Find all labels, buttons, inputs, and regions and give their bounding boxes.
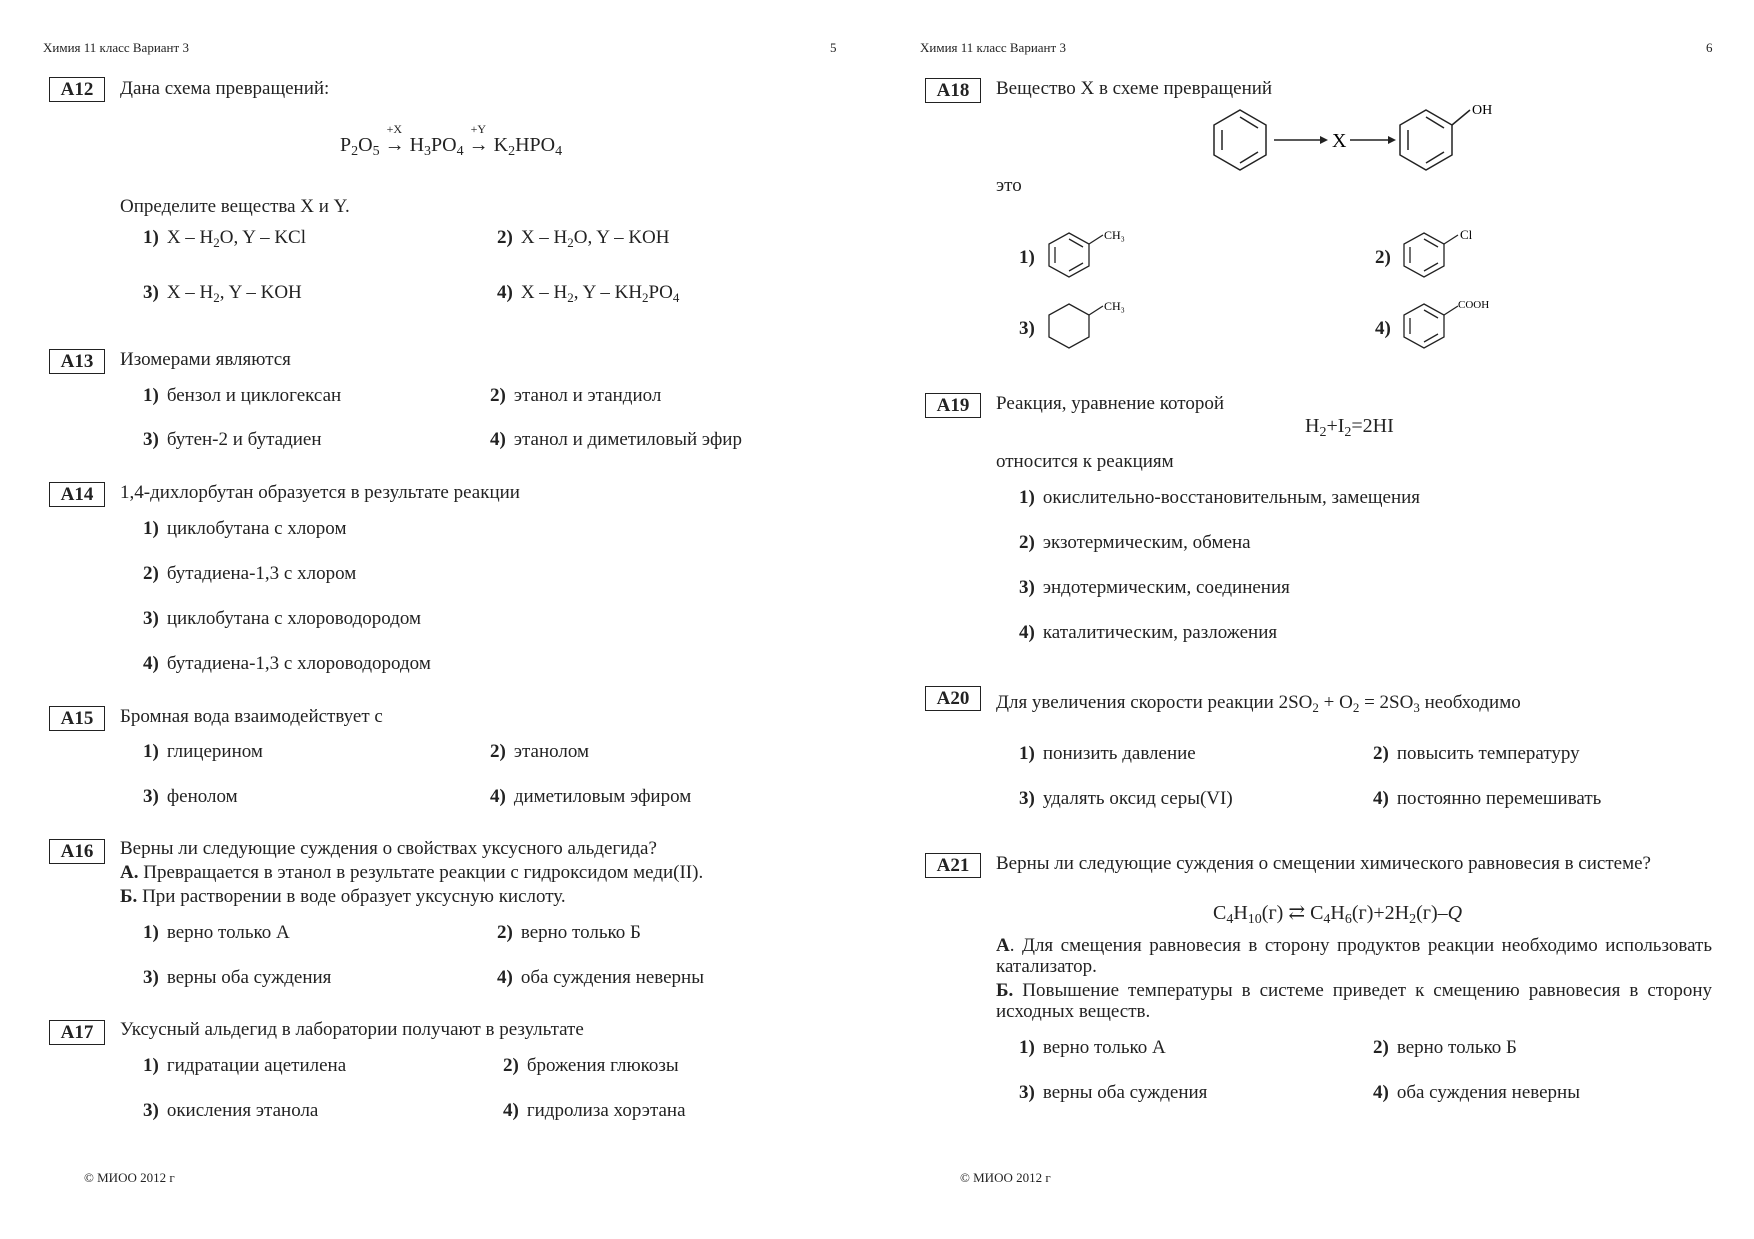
a21-equation: $C_4H_{10}(г)$ ⇄ $C_4H_6(г)+2H_2(г)-Q$: [1213, 902, 1463, 927]
task-label-a19: А19: [925, 393, 981, 418]
a14-option-1[interactable]: 1) циклобутана с хлором: [143, 518, 347, 539]
phenol-ring-icon: [1400, 110, 1470, 170]
a15-question: Бромная вода взаимодействует с: [120, 706, 383, 727]
a21-option-2[interactable]: 2) верно только Б: [1373, 1037, 1517, 1058]
a21-option-1[interactable]: 1) верно только А: [1019, 1037, 1166, 1058]
a18-question: Вещество X в схеме превращений: [996, 78, 1273, 99]
a12-scheme: $P_2O_5$ → +X $H_3PO_4$ → +Y $K_2HPO_4$: [340, 122, 563, 159]
a19-option-3[interactable]: 3) эндотермическим, соединения: [1019, 577, 1290, 598]
a12-prompt: Определите вещества X и Y.: [120, 196, 350, 217]
toluene-structure-icon: [1045, 225, 1135, 285]
task-label-a20: А20: [925, 686, 981, 711]
methylcyclohexane-structure-icon: [1045, 296, 1135, 360]
a20-option-4[interactable]: 4) постоянно перемешивать: [1373, 788, 1602, 809]
task-label-a18: А18: [925, 78, 981, 103]
a20-option-1[interactable]: 1) понизить давление: [1019, 743, 1196, 764]
task-label-a21: А21: [925, 853, 981, 878]
left-page-footer: © МИОО 2012 г: [84, 1170, 175, 1185]
a15-option-4[interactable]: 4) диметиловым эфиром: [490, 786, 692, 807]
a21-statement-a: А. Для смещения равновесия в сторону продуктов реакции необходимо использовать катализатор.: [996, 935, 1712, 977]
a16-option-4[interactable]: 4) оба суждения неверны: [497, 967, 704, 988]
task-label-a15: А15: [49, 706, 105, 731]
a20-question: Для увеличения скорости реакции $2SO_2 + O_2 = 2SO_3$ необходимо: [996, 692, 1521, 715]
a18-option-2-num[interactable]: 2): [1375, 247, 1391, 268]
a21-option-3[interactable]: 3) верны оба суждения: [1019, 1082, 1208, 1103]
right-page-header: Химия 11 класс Вариант 3: [920, 40, 1066, 55]
a16-question: Верны ли следующие суждения о свойствах уксусного альдегида?: [120, 838, 657, 859]
a13-option-2[interactable]: 2) этанол и этандиол: [490, 385, 662, 406]
a20-option-2[interactable]: 2) повысить температуру: [1373, 743, 1580, 764]
left-page-header: Химия 11 класс Вариант 3: [43, 40, 189, 55]
a16-statement-b: Б. При растворении в воде образует уксусную кислоту.: [120, 886, 566, 907]
benzene-ring-icon: [1214, 110, 1266, 170]
a12-option-1[interactable]: 1) X – $H_2O$, Y – KCl: [143, 227, 306, 250]
a15-option-1[interactable]: 1) глицерином: [143, 741, 263, 762]
benzoic-acid-structure-icon: [1400, 296, 1510, 360]
a13-option-1[interactable]: 1) бензол и циклогексан: [143, 385, 342, 406]
a20-option-3[interactable]: 3) удалять оксид серы(VI): [1019, 788, 1233, 809]
task-label-a12: А12: [49, 77, 105, 102]
a15-option-3[interactable]: 3) фенолом: [143, 786, 238, 807]
a18-option-3-group: CH₃: [1104, 299, 1125, 313]
a21-question: Верны ли следующие суждения о смещении химического равновесия в системе?: [996, 853, 1651, 874]
a19-question: Реакция, уравнение которой: [996, 393, 1224, 414]
a15-option-2[interactable]: 2) этанолом: [490, 741, 590, 762]
scheme-oh: OH: [1472, 103, 1493, 118]
a19-equation: $H_2+I_2=2HI$: [1305, 415, 1394, 440]
a14-option-3[interactable]: 3) циклобутана с хлороводородом: [143, 608, 422, 629]
a18-eto: это: [996, 175, 1022, 196]
a18-option-1-num[interactable]: 1): [1019, 247, 1035, 268]
a16-option-3[interactable]: 3) верны оба суждения: [143, 967, 332, 988]
task-label-a13: А13: [49, 349, 105, 374]
a18-option-3-num[interactable]: 3): [1019, 318, 1035, 339]
task-label-a17: А17: [49, 1020, 105, 1045]
a14-question: 1,4-дихлорбутан образуется в результате реакции: [120, 482, 520, 503]
a17-option-4[interactable]: 4) гидролиза хорэтана: [503, 1100, 686, 1121]
a18-option-4-num[interactable]: 4): [1375, 318, 1391, 339]
a18-option-2-group: Cl: [1460, 227, 1473, 242]
left-page-number: 5: [830, 40, 837, 55]
a13-option-4[interactable]: 4) этанол и диметиловый эфир: [490, 429, 742, 450]
a16-option-2[interactable]: 2) верно только Б: [497, 922, 641, 943]
a18-option-4-group: COOH: [1458, 299, 1490, 311]
right-page-footer: © МИОО 2012 г: [960, 1170, 1051, 1185]
a16-statement-a: А. Превращается в этанол в результате реакции с гидроксидом меди(II).: [120, 862, 704, 883]
a12-option-4[interactable]: 4) X – $H_2$, Y – $KH_2PO_4$: [497, 282, 680, 305]
right-page-number: 6: [1706, 40, 1713, 55]
a12-option-3[interactable]: 3) X – $H_2$, Y – KOH: [143, 282, 302, 305]
a19-tail: относится к реакциям: [996, 451, 1174, 472]
a14-option-2[interactable]: 2) бутадиена-1,3 с хлором: [143, 563, 357, 584]
a19-option-4[interactable]: 4) каталитическим, разложения: [1019, 622, 1278, 643]
task-label-a16: А16: [49, 839, 105, 864]
a13-option-3[interactable]: 3) бутен-2 и бутадиен: [143, 429, 322, 450]
a21-option-4[interactable]: 4) оба суждения неверны: [1373, 1082, 1580, 1103]
task-label-a14: А14: [49, 482, 105, 507]
chlorobenzene-structure-icon: [1400, 225, 1490, 285]
a12-option-2[interactable]: 2) X – $H_2O$, Y – KOH: [497, 227, 670, 250]
a18-option-1-group: CH₃: [1104, 228, 1125, 242]
a17-option-1[interactable]: 1) гидратации ацетилена: [143, 1055, 347, 1076]
a21-statement-b: Б. Повышение температуры в системе приведет к смещению равновесия в сторону исходных веществ.: [996, 980, 1712, 1022]
scheme-x: X: [1332, 130, 1347, 152]
a19-option-2[interactable]: 2) экзотермическим, обмена: [1019, 532, 1251, 553]
a17-option-2[interactable]: 2) брожения глюкозы: [503, 1055, 679, 1076]
a18-scheme: [1200, 98, 1500, 178]
a12-question: Дана схема превращений:: [120, 78, 330, 99]
a16-option-1[interactable]: 1) верно только А: [143, 922, 290, 943]
a19-option-1[interactable]: 1) окислительно-восстановительным, замещения: [1019, 487, 1421, 508]
a17-question: Уксусный альдегид в лаборатории получают в результате: [120, 1019, 584, 1040]
arrowhead-icon: [1320, 136, 1328, 144]
a13-question: Изомерами являются: [120, 349, 291, 370]
arrowhead-icon: [1388, 136, 1396, 144]
a14-option-4[interactable]: 4) бутадиена-1,3 с хлороводородом: [143, 653, 431, 674]
a17-option-3[interactable]: 3) окисления этанола: [143, 1100, 319, 1121]
